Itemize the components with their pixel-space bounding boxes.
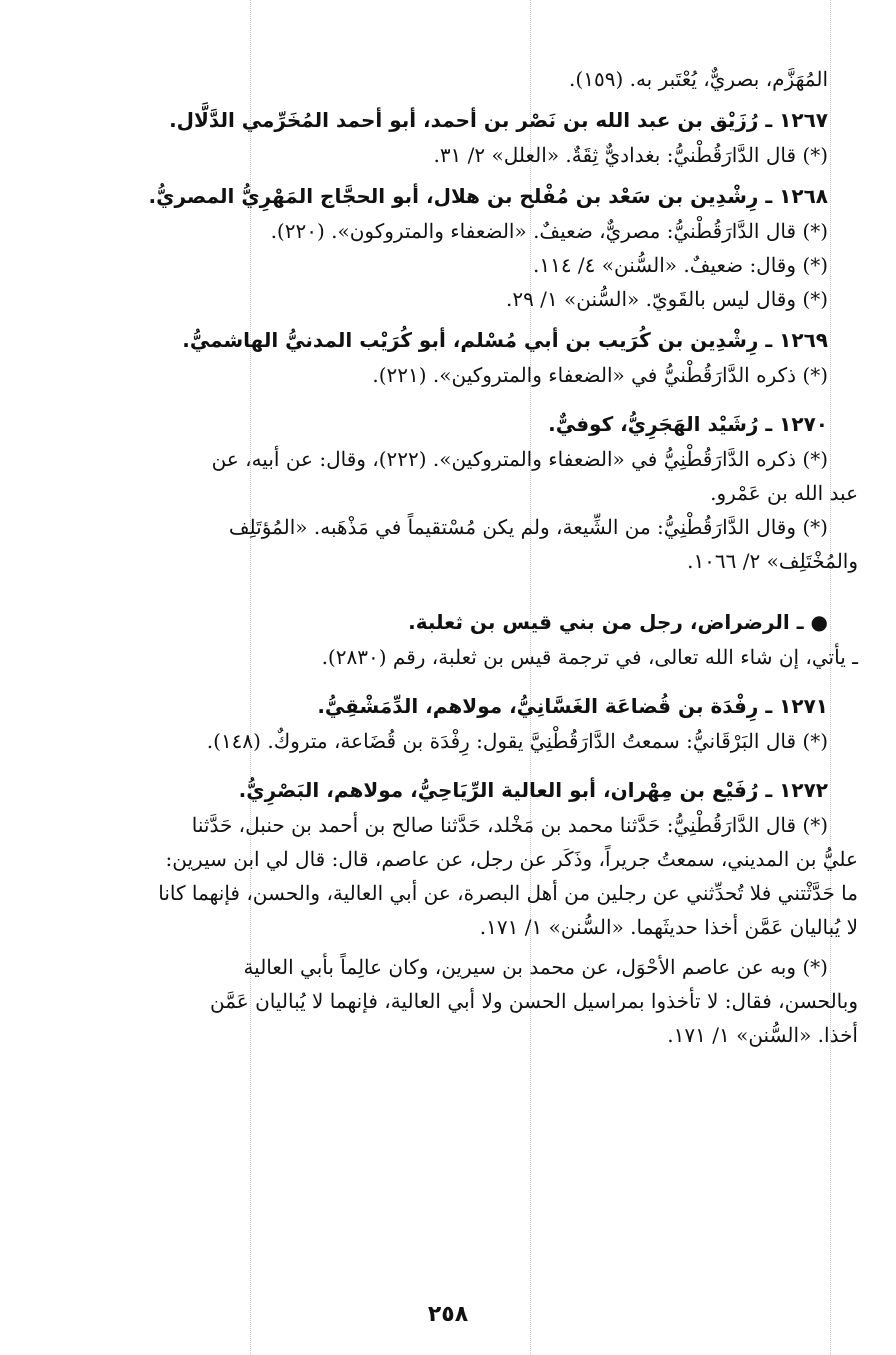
- text-line: وبالحسن، فقال: لا تأخذوا بمراسيل الحسن ولا أبي العالية، فإنهما لا يُباليان عَمَّن: [210, 989, 858, 1013]
- text-line: أخذا. «السُّنن» ١/ ١٧١.: [667, 1023, 858, 1047]
- text-line: ـ يأتي، إن شاء الله تعالى، في ترجمة قيس بن ثعلبة، رقم (٢٨٣٠).: [321, 645, 858, 669]
- text-line: (*) وقال ليس بالقَويّ. «السُّنن» ١/ ٢٩.: [505, 287, 828, 311]
- text-line: لا يُباليان عَمَّن أخذا حديثَهما. «السُّنن» ١/ ١٧١.: [479, 915, 858, 939]
- page-number: ٢٥٨: [427, 1302, 469, 1327]
- text-line: (*) قال الدَّارَقُطْنِيُّ: حَدَّثنا محمد بن مَخْلد، حَدَّثنا صالح بن أحمد بن حنبل، حَدَّثنا: [191, 813, 828, 837]
- text-line: عليُّ بن المديني، سمعتُ جريراً، وذَكَر عن رجل، عن عاصم، قال: قال لي ابن سيرين:: [165, 847, 858, 871]
- text-line: (*) وقال: ضعيفٌ. «السُّنن» ٤/ ١١٤.: [532, 253, 828, 277]
- text-line: (*) قال البَرْقَانيُّ: سمعتُ الدَّارَقُطْنِيَّ يقول: رِفْدَة بن قُضَاعة، متروكٌ. (١٤٨).: [206, 729, 828, 753]
- text-line: (*) وبه عن عاصم الأحْوَل، عن محمد بن سيرين، وكان عالِماً بأبي العالية: [243, 955, 828, 979]
- entry-heading-1272: ١٢٧٢ ـ رُفَيْع بن مِهْران، أبو العالية الرِّيَاحِيُّ، مولاهم، البَصْرِيُّ.: [238, 778, 828, 802]
- entry-heading-1267: ١٢٦٧ ـ رُزَيْق بن عبد الله بن نَصْر بن أحمد، أبو أحمد المُخَرِّمي الدَّلَّال.: [169, 108, 828, 132]
- text-line: والمُخْتَلِف» ٢/ ١٠٦٦.: [687, 549, 858, 573]
- text-line: عبد الله بن عَمْرو.: [710, 481, 858, 505]
- entry-heading-1269: ١٢٦٩ ـ رِشْدِين بن كُرَيب بن أبي مُسْلم، أبو كُرَيْب المدنيُّ الهاشميُّ.: [182, 328, 828, 352]
- text-line: (*) قال الدَّارَقُطْنيُّ: مصريٌّ، ضعيفٌ. «الضعفاء والمتروكون». (٢٢٠).: [270, 219, 828, 243]
- cross-reference-heading: ● ـ الرضراض، رجل من بني قيس بن ثعلبة.: [408, 610, 828, 634]
- text-line: (*) قال الدَّارَقُطْنيُّ: بغداديٌّ ثِقَةٌ. «العلل» ٢/ ٣١.: [433, 143, 828, 167]
- entry-heading-1268: ١٢٦٨ ـ رِشْدِين بن سَعْد بن مُفْلح بن هلال، أبو الحجَّاج المَهْرِيُّ المصريُّ.: [148, 184, 828, 208]
- entry-heading-1270: ١٢٧٠ ـ رُشَيْد الهَجَرِيُّ، كوفيٌّ.: [548, 412, 828, 436]
- text-line: ما حَدَّثْتني فلا تُحدِّثني عن رجلين من أهل البصرة، عن أبي العالية، والحسن، فإنهما كانا: [158, 881, 858, 905]
- page-body: [38, 62, 858, 1335]
- text-line: (*) ذكره الدَّارَقُطْنيُّ في «الضعفاء والمتروكين». (٢٢١).: [372, 363, 828, 387]
- text-line: (*) وقال الدَّارَقُطْنِيُّ: من الشِّيعة، ولم يكن مُسْتقيماً في مَذْهَبه. «المُؤتَلِف: [228, 515, 828, 539]
- text-line: (*) ذكره الدَّارَقُطْنِيُّ في «الضعفاء والمتروكين». (٢٢٢)، وقال: عن أبيه، عن: [211, 447, 828, 471]
- text-line: المُهَزَّم، بصريٌّ، يُعْتَبر به. (١٥٩).: [569, 67, 828, 91]
- entry-heading-1271: ١٢٧١ ـ رِفْدَة بن قُضاعَة الغَسَّانِيُّ، مولاهم، الدِّمَشْقِيُّ.: [317, 694, 828, 718]
